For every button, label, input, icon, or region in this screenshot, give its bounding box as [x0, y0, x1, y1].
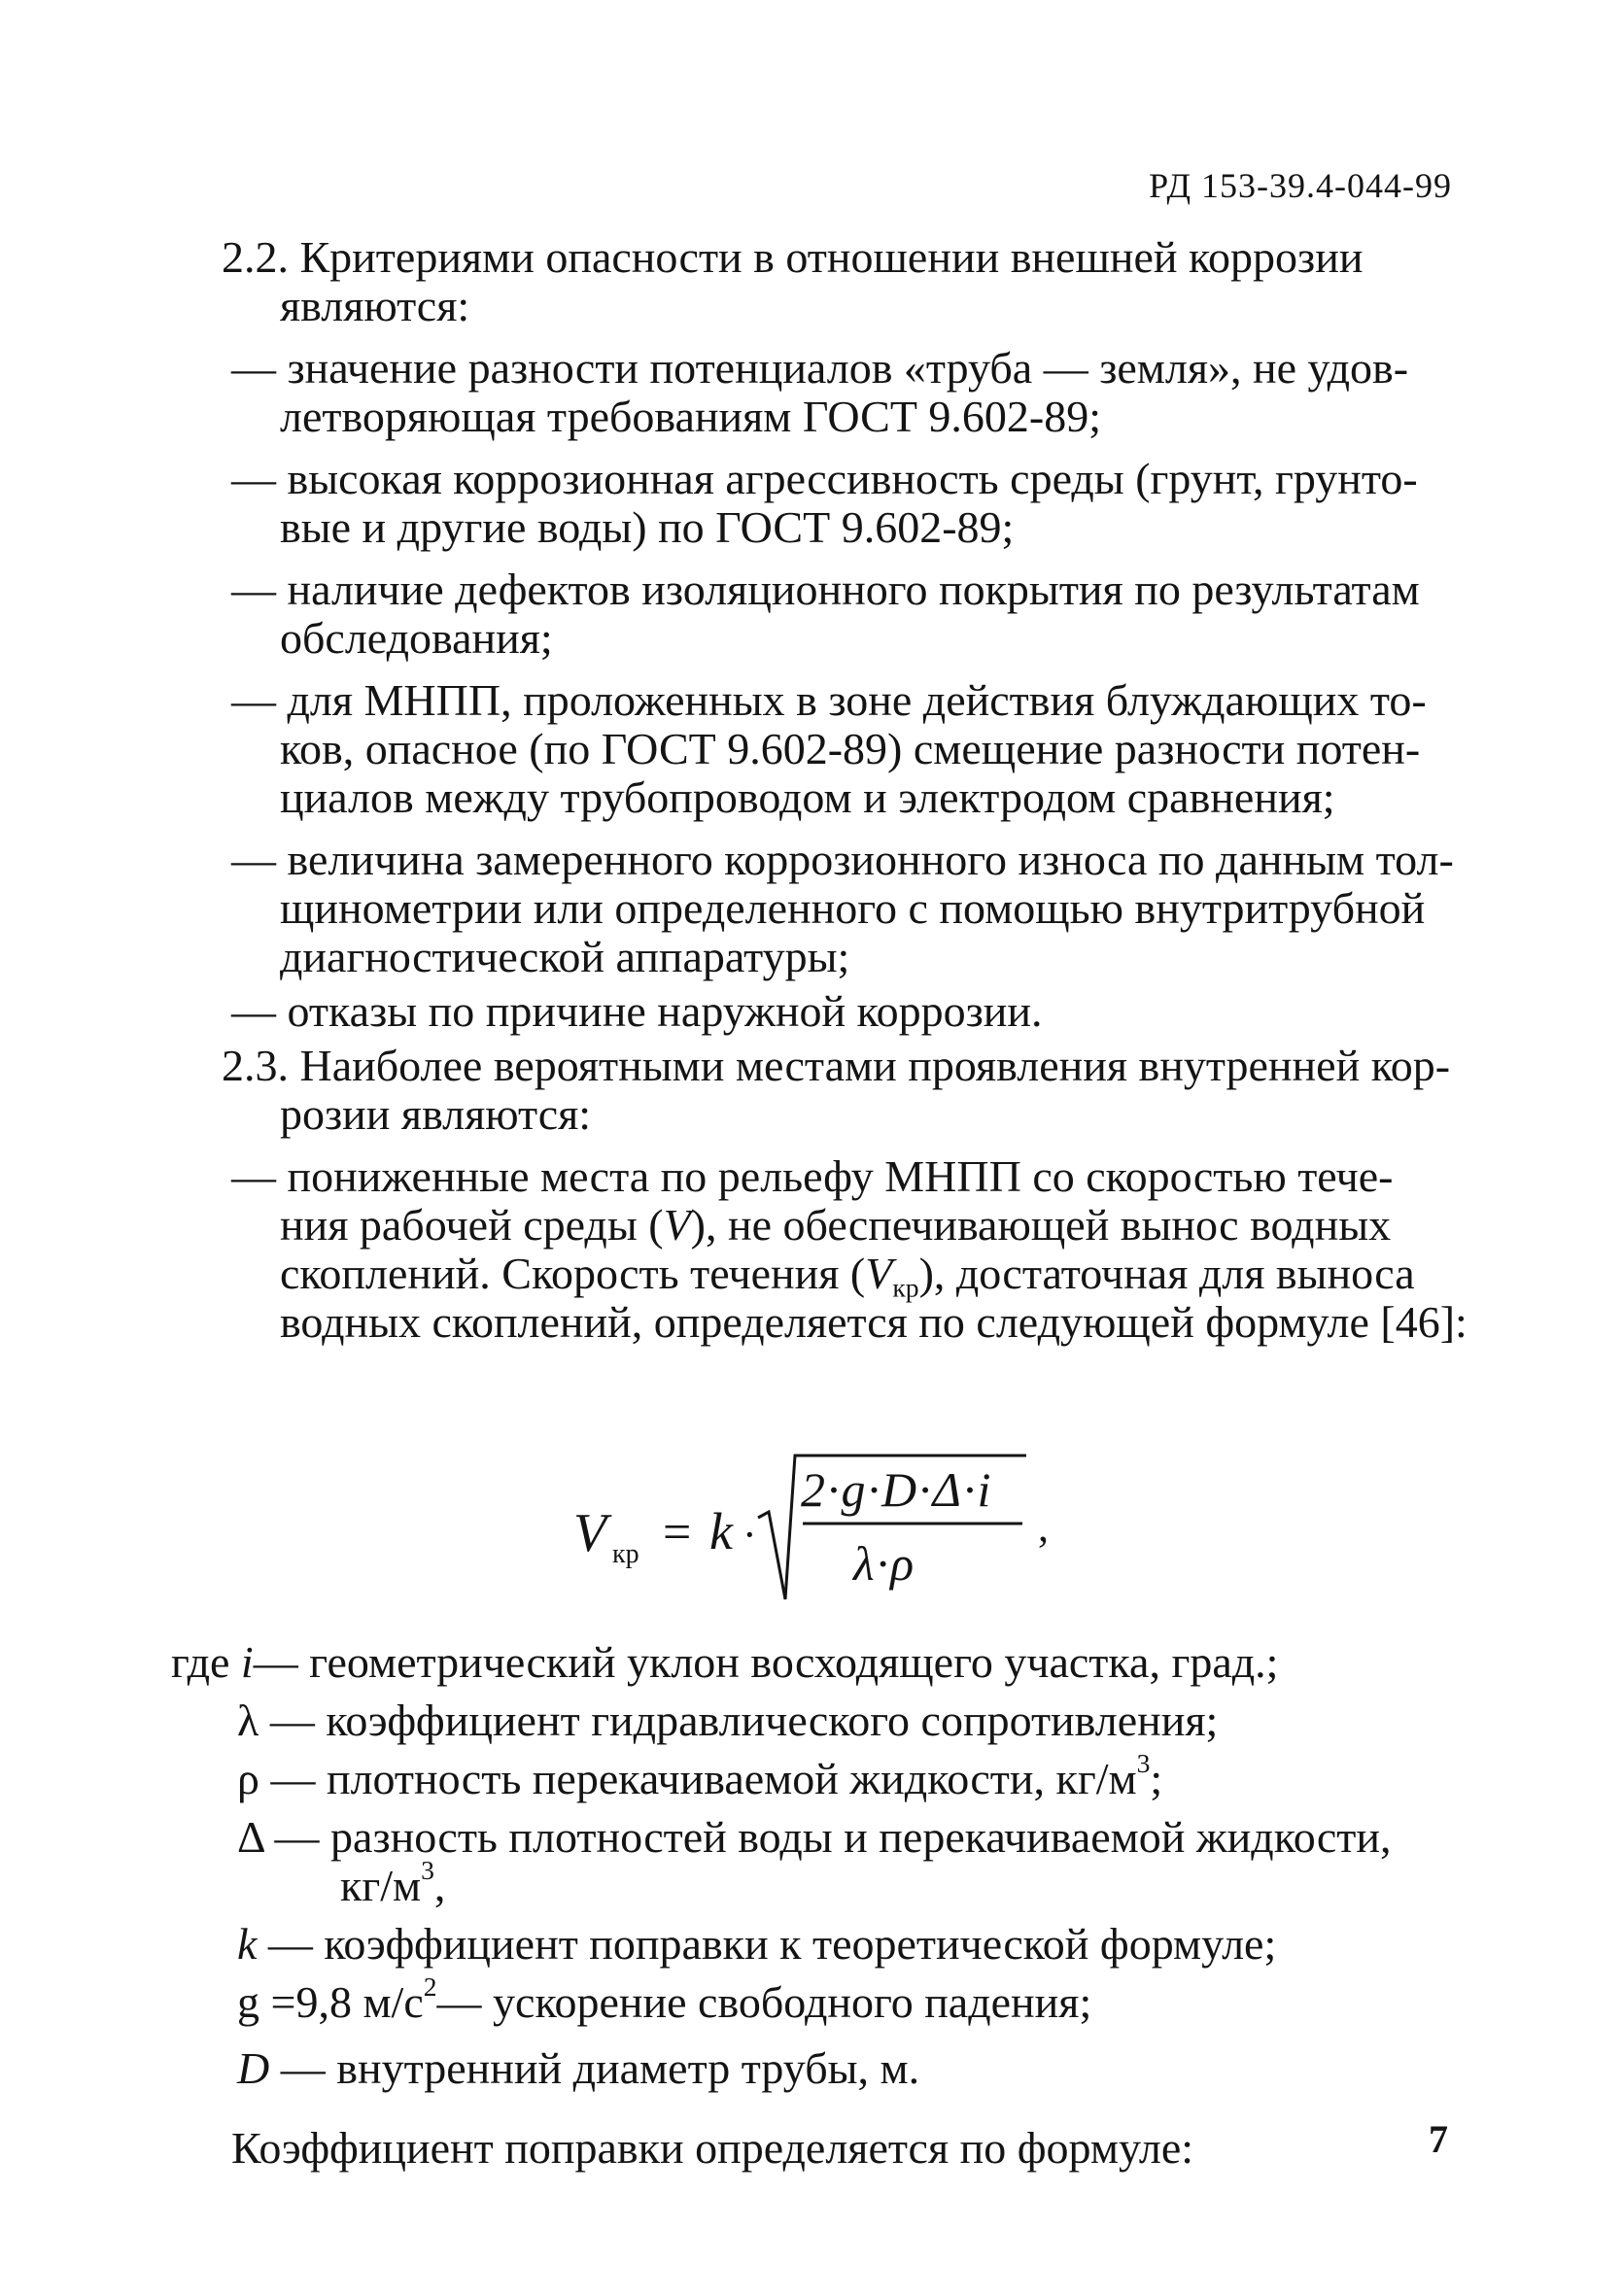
criterion-5-line3: диагностической аппаратуры; [280, 932, 850, 981]
section-2-2-intro-line2: являются: [280, 281, 470, 330]
where-delta-continuation: $кг/м^3$, [340, 1854, 446, 1910]
formula-equals-sign: = [663, 1505, 692, 1560]
criterion-4-line3: циалов между трубопроводом и электродом сравнения; [280, 772, 1335, 822]
formula-numerator: 2·g·D·Δ·i [801, 1462, 993, 1517]
criterion-4-line1: — для МНПП, проложенных в зоне действия блуждающих то- [231, 675, 1427, 725]
location-item-line3: скоплений. Скорость течения $(V_{кр})$, достаточная для выноса [280, 1249, 1415, 1303]
criterion-4-line2: ков, опасное (по ГОСТ 9.602-89) смещение разности потен- [280, 724, 1421, 773]
formula-lhs-variable: V [573, 1503, 607, 1563]
criterion-2-line2: вые и другие воды) по ГОСТ 9.602-89; [280, 502, 1015, 552]
location-item-line1: — пониженные места по рельефу МНПП со скоростью тече- [231, 1151, 1394, 1201]
critical-velocity-formula [570, 1434, 1075, 1619]
page-number: 7 [1429, 2117, 1448, 2161]
where-g-line: g =9,8 $м/с^2—$ ускорение свободного падения; [237, 1970, 1092, 2027]
formula-multiply-dot: · [742, 1511, 757, 1559]
formula-denominator: λ·ρ [853, 1536, 916, 1591]
where-rho-line: ρ — плотность перекачиваемой жидкости, $кг/м^3$; [237, 1747, 1163, 1803]
section-2-3-intro-line2: розии являются: [280, 1089, 592, 1139]
formula-coefficient-k: k [709, 1502, 733, 1560]
formula-trailing-comma: , [1038, 1503, 1049, 1551]
criterion-5-line2: щинометрии или определенного с помощью внутритрубной [280, 883, 1426, 933]
section-2-2-intro-line1: 2.2. Критериями опасности в отношении внешней коррозии [222, 232, 1364, 282]
where-lambda-line: λ — коэффициент гидравлического сопротивления; [237, 1696, 1219, 1745]
criterion-3-line2: обследования; [280, 613, 553, 663]
formula-lhs-subscript: кр [612, 1539, 639, 1569]
where-k-line: k — коэффициент поправки к теоретической формуле; [237, 1919, 1277, 1969]
criterion-1-line1: — значение разности потенциалов «труба — земля», не удов- [231, 343, 1409, 393]
location-item-line2: ния рабочей среды (V), не обеспечивающей вынос водных [280, 1200, 1392, 1250]
criterion-3-line1: — наличие дефектов изоляционного покрытия по результатам [231, 565, 1420, 614]
criterion-6-line1: — отказы по причине наружной коррозии. [231, 986, 1043, 1036]
location-item-line4: водных скоплений, определяется по следующей формуле [46]: [280, 1297, 1468, 1347]
where-delta-line: Δ — разность плотностей воды и перекачиваемой жидкости, [237, 1812, 1392, 1862]
criterion-2-line1: — высокая коррозионная агрессивность среды (грунт, грунто- [231, 454, 1418, 503]
document-code-header: РД 153-39.4-044-99 [1149, 166, 1452, 205]
section-2-3-intro-line1: 2.3. Наиболее вероятными местами проявления внутренней кор- [222, 1041, 1451, 1090]
where-D-line: D — внутренний диаметр трубы, м. [237, 2043, 920, 2093]
where-i-line: где i— геометрический уклон восходящего участка, град.; [171, 1637, 1279, 1687]
closing-sentence: Коэффициент поправки определяется по формуле: [231, 2123, 1194, 2173]
criterion-5-line1: — величина замеренного коррозионного износа по данным тол- [231, 835, 1454, 884]
criterion-1-line2: летворяющая требованиям ГОСТ 9.602-89; [280, 392, 1102, 441]
